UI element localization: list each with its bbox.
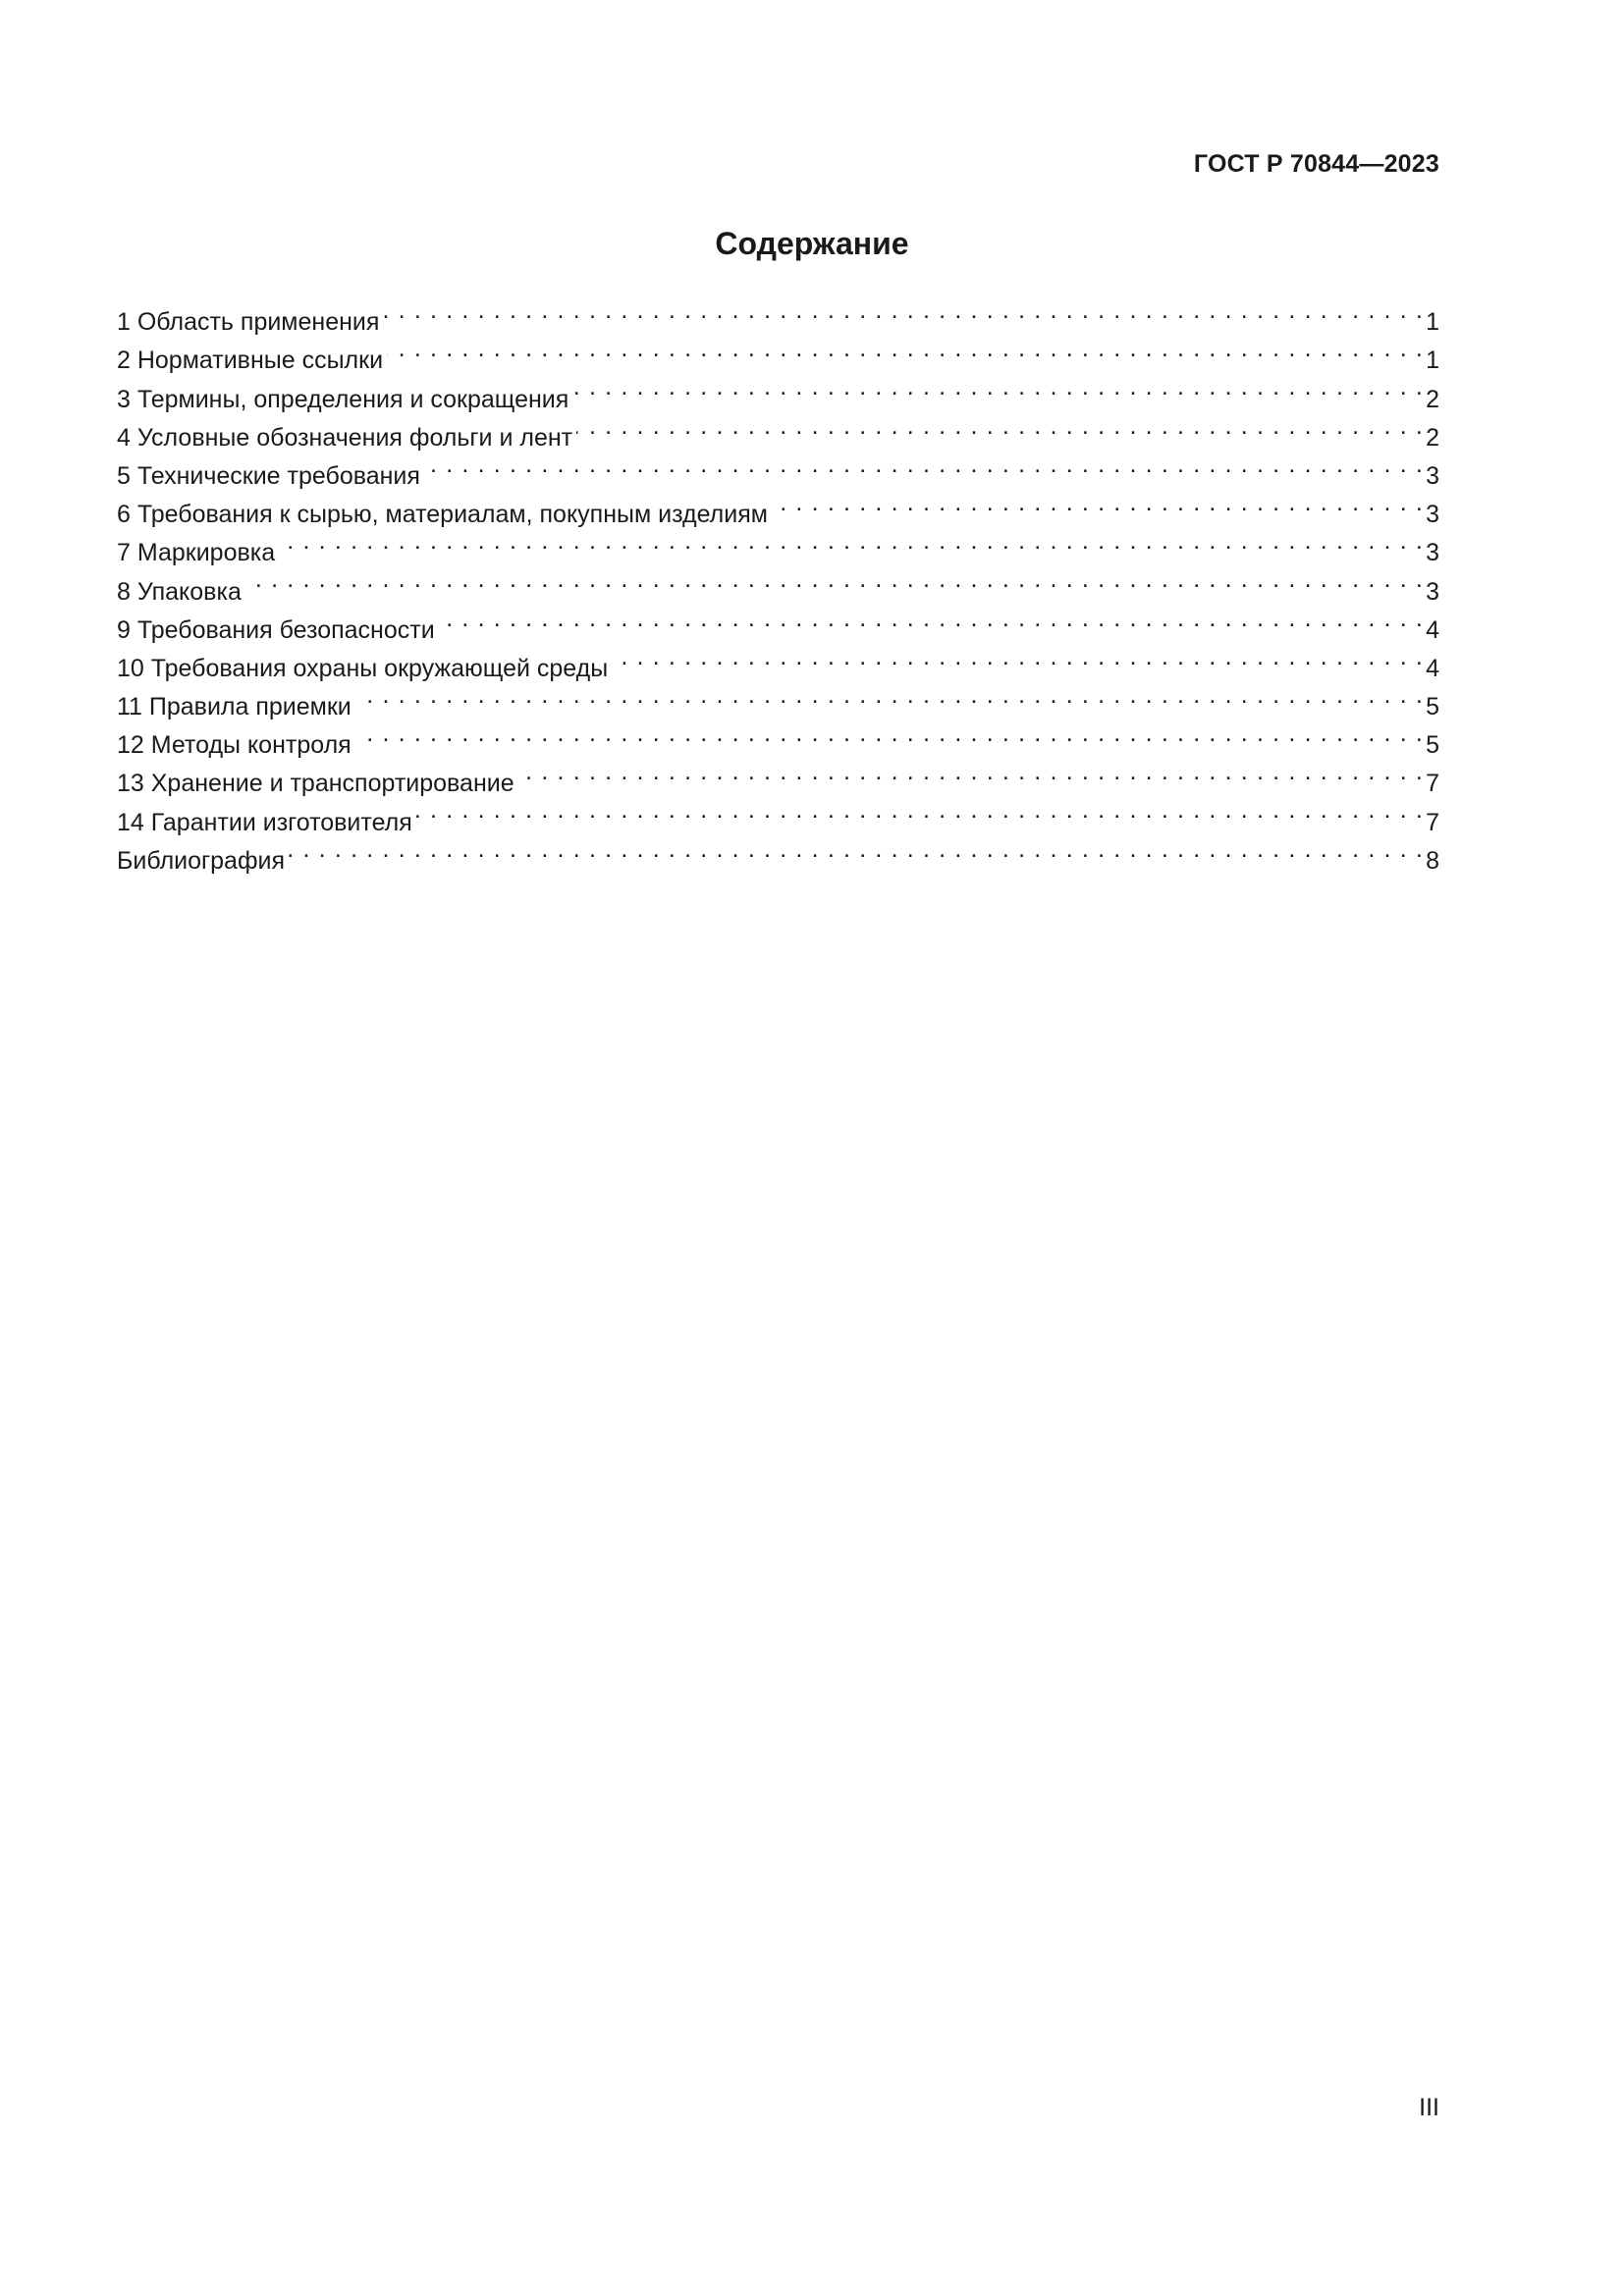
table-of-contents (117, 292, 1439, 875)
dot-leader (772, 484, 1424, 522)
dot-leader (245, 561, 1424, 599)
toc-entry-1[interactable] (117, 292, 1439, 337)
dot-leader (387, 330, 1424, 368)
toc-entry-page: 1 (1426, 347, 1439, 375)
toc-entry-page: 7 (1426, 770, 1439, 798)
dot-leader (355, 715, 1424, 753)
dot-leader (416, 791, 1424, 829)
toc-entry-text: 11 Правила приемки (117, 693, 352, 721)
toc-entry-text: 6 Требования к сырью, материалам, покупным изделиям (117, 501, 768, 529)
toc-entry-page: 2 (1426, 423, 1439, 452)
toc-entry-bibliography[interactable] (117, 830, 1439, 875)
standard-code-header: ГОСТ Р 70844—2023 (1193, 150, 1439, 178)
toc-entry-text: Библиография (117, 846, 286, 875)
toc-entry-page: 1 (1426, 308, 1439, 337)
toc-entry-page: 3 (1426, 577, 1439, 606)
dot-leader (518, 753, 1424, 791)
toc-entry-8[interactable] (117, 561, 1439, 606)
toc-entry-page: 7 (1426, 808, 1439, 836)
dot-leader (383, 292, 1424, 330)
dot-leader (572, 368, 1424, 406)
toc-entry-text: 9 Требования безопасности (117, 615, 435, 644)
toc-entry-page: 4 (1426, 615, 1439, 644)
dot-leader (612, 638, 1424, 676)
toc-title: Содержание (715, 226, 909, 261)
toc-entry-text: 12 Методы контроля (117, 731, 352, 760)
dot-leader (355, 676, 1424, 715)
toc-entry-text: 2 Нормативные ссылки (117, 347, 384, 375)
toc-entry-page: 5 (1426, 731, 1439, 760)
toc-entry-page: 4 (1426, 654, 1439, 682)
dot-leader (576, 407, 1424, 446)
toc-entry-text: 10 Требования охраны окружающей среды (117, 654, 609, 682)
toc-entry-page: 3 (1426, 501, 1439, 529)
toc-entry-text: 3 Термины, определения и сокращения (117, 385, 569, 413)
toc-entry-page: 2 (1426, 385, 1439, 413)
toc-entry-text: 7 Маркировка (117, 539, 276, 567)
toc-entry-page: 3 (1426, 539, 1439, 567)
dot-leader (289, 830, 1424, 869)
toc-entry-page: 8 (1426, 846, 1439, 875)
toc-entry-text: 8 Упаковка (117, 577, 242, 606)
dot-leader (279, 522, 1424, 561)
dot-leader (424, 446, 1424, 484)
toc-entry-text: 1 Область применения (117, 308, 380, 337)
page-number: III (1419, 2094, 1439, 2121)
toc-entry-text: 14 Гарантии изготовителя (117, 808, 412, 836)
toc-entry-text: 13 Хранение и транспортирование (117, 770, 514, 798)
toc-entry-9[interactable] (117, 600, 1439, 644)
toc-entry-7[interactable] (117, 522, 1439, 567)
toc-entry-text: 5 Технические требования (117, 461, 420, 490)
toc-entry-text: 4 Условные обозначения фольги и лент (117, 423, 573, 452)
toc-entry-page: 5 (1426, 693, 1439, 721)
dot-leader (439, 600, 1424, 638)
toc-entry-page: 3 (1426, 461, 1439, 490)
